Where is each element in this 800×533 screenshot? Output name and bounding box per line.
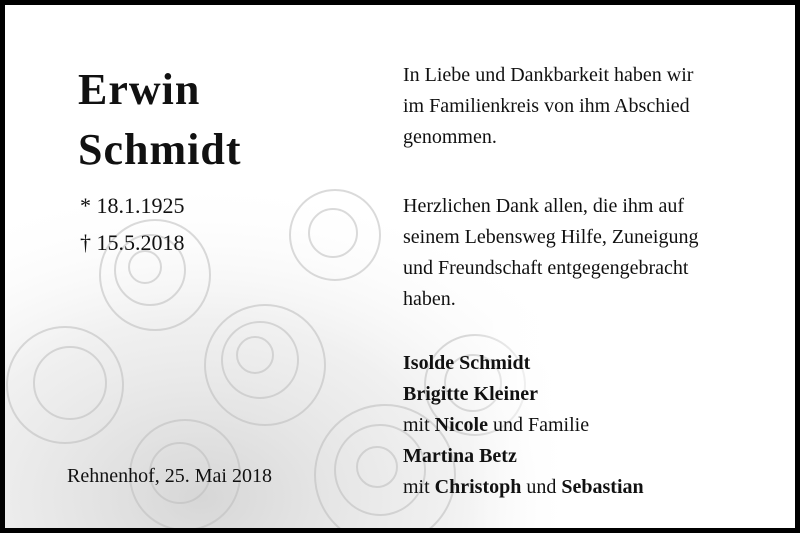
life-dates [80,187,185,261]
signer-nicole: Nicole [434,414,488,436]
last-name: Schmidt [78,125,242,174]
signers-list [403,348,644,503]
signer-children-line [403,472,644,503]
text-line: im Familienkreis von ihm Abschied [403,95,690,117]
signer-nicole-line [403,410,644,441]
signer-christoph: Christoph [434,476,522,498]
birth-date: * 18.1.1925 [80,193,185,218]
mit-word: mit [403,414,430,436]
family-text: und Familie [492,414,590,436]
text-line: haben. [403,288,456,310]
text-line: und Freundschaft entgegengebracht [403,257,689,279]
text-line: seinem Lebensweg Hilfe, Zuneigung [403,226,699,248]
death-date: † 15.5.2018 [80,230,185,255]
text-line: In Liebe und Dankbarkeit haben wir [403,64,694,86]
place-and-date: Rehnenhof, 25. Mai 2018 [67,465,272,487]
signer-sebastian: Sebastian [561,476,644,498]
signer-martina: Martina Betz [403,445,517,467]
deceased-name [78,60,241,180]
message-column [403,60,763,498]
text-line: genommen. [403,126,497,148]
first-name: Erwin [78,65,201,114]
thanks-paragraph [403,191,698,315]
signer-isolde: Isolde Schmidt [403,352,531,374]
text-line: Herzlichen Dank allen, die ihm auf [403,195,684,217]
und-word: und [526,476,557,498]
mit-word: mit [403,476,430,498]
signer-brigitte: Brigitte Kleiner [403,383,538,405]
